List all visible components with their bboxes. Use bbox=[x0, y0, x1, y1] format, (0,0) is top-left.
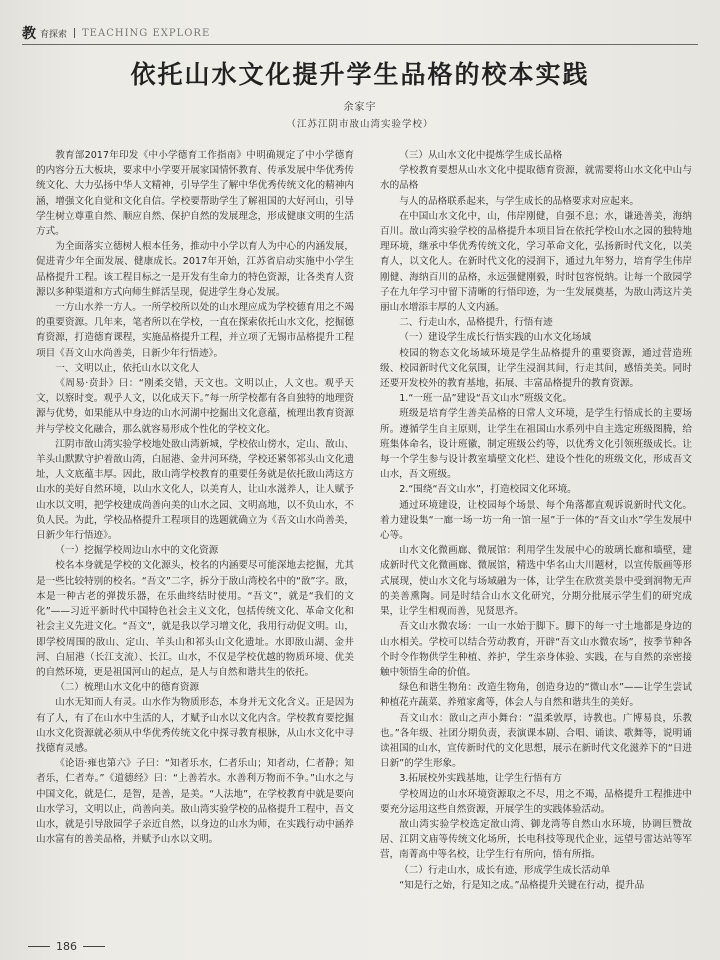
paragraph: 绿色和谐生物角：改造生物角，创造身边的“微山水”——让学生尝试种植花卉蔬菜、养殖家禽等，体会人与自然和谐共生的美好。 bbox=[380, 682, 692, 709]
journal-brand-sub: 育探索 bbox=[40, 29, 68, 40]
page-number: 186 bbox=[56, 939, 77, 953]
left-column bbox=[36, 148, 354, 938]
paragraph: 与人的品格联系起来，与学生成长的品格要求对应起来。 bbox=[399, 195, 640, 207]
footer-dash-left bbox=[28, 946, 50, 947]
journal-english-name: TEACHING EXPLORE bbox=[82, 27, 211, 39]
paragraph: 山水文化微画廊、微展馆：利用学生发展中心的玻璃长廊和墙壁，建成新时代文化微画廊、微展馆，精选中华名山大川题材，以宣传版画等形式展现，使山水文化与场域融为一体，让学生在欣赏美景中受到润物无声的美善熏陶。同是时结合山水文化研究，分期分批展示学生们的研究成果，让学生相观而善，见贤思齐。 bbox=[380, 545, 692, 618]
paragraph: 学校周边的山水环境资源取之不尽，用之不竭，品格提升工程推进中要充分运用这些自然资源，开展学生的实践体验活动。 bbox=[380, 788, 692, 815]
page-footer bbox=[28, 938, 268, 954]
section-heading: 一、文明以止，依托山水以文化人 bbox=[55, 362, 200, 374]
subsection-heading: （三）从山水文化中提炼学生成长品格 bbox=[399, 150, 563, 161]
subsection-heading: （一）挖掘学校周边山水中的文化资源 bbox=[55, 545, 219, 557]
paragraph: 为全面落实立德树人根本任务，推动中小学以育人为中心的内涵发展，促进青少年全面发展、健康成长。2017年开始，江苏省启动实施中小学生品格提升工程。该工程目标之一是开发有生命力的特色资源，让各类育人资源以多种渠道和方式向师生鲜活呈现，促进学生身心发展。 bbox=[36, 241, 354, 298]
paragraph: 学校教育要想从山水文化中提取德育资源，就需要将山水文化中山与水的品格 bbox=[380, 165, 692, 192]
paragraph: 校名本身就是学校的文化源头，校名的内涵要尽可能深地去挖掘，尤其是一些比较特别的校名。“吾文”二字，拆分于敔山湾校名中的“敔”字。敔，本是一种古老的弹拨乐器，在乐曲终结时使用。“吾文”，就是“我们的文化”——习近平新时代中国特色社会主义文化，包括传统文化、革命文化和社会主义先进文化。“吾文”，就是我以学习增文化，我用行动促文明。山，即学校周围的敔山、定山、羊头山和祁头山文化遗址。水即敔山湖、金井河、白屈港（长江支流）、长江。山水，不仅是学校优越的物质环境、优美的自然环境，更是祖国河山的起点，是人与自然和谐共生的依托。 bbox=[36, 560, 354, 678]
paragraph: 在中国山水文化中，山，伟岸刚健，自强不息；水，谦逊善美，海纳百川。敔山湾实验学校的品格提升本项目旨在依托学校山水之园的独特地理环境，继承中华优秀传统文化，学习革命文化，弘扬新时代文化，以美育人，以文化人。在新时代文化的浸润下，通过九年努力，培育学生伟岸刚健、海纳百川的品格，永远强健刚毅，时时包容悦纳。让每一个敔园学子在九年学习中留下清晰的行悟印迹，为一生发展奠基，为敔山湾这片美丽山水增添丰厚的人文内涵。 bbox=[380, 210, 692, 314]
item-heading: 2.“围绕“吾文山水”，打造校园文化环境。 bbox=[399, 484, 577, 496]
paragraph: 吾文山水：敔山之声小舞台：“温柔敦厚，诗教也。广博易良，乐教也。”各年级、社团分期负责，表演课本剧、合唱、诵读、歌舞等，说明诵读祖国的山水，宣传新时代的文化思想，展示在新时代文化滋养下的“日进日新”的学生形象。 bbox=[380, 712, 692, 770]
item-heading: 3.拓展校外实践基地，让学生行悟有方 bbox=[399, 773, 562, 785]
paragraph: “知是行之始，行是知之成。”品格提升关键在行动，提升品 bbox=[399, 879, 645, 891]
subsection-heading: （一）建设学生成长行悟实践的山水文化场域 bbox=[399, 332, 592, 344]
paragraph: 校园的物态文化场域环境是学生品格提升的重要资源，通过营造班级、校园新时代文化氛围，让学生浸润其间，行走其间，感悟美美。同时还要开发校外的教育基地，拓展、丰富品格提升的教育资源。 bbox=[380, 347, 692, 390]
header-divider bbox=[74, 28, 75, 38]
item-heading: 1.“一班一品”建设“吾文山水”班级文化。 bbox=[399, 393, 573, 405]
subsection-heading: （二）梳理山水文化中的德育资源 bbox=[55, 682, 200, 694]
paragraph: 一方山水养一方人。一所学校所以处的山水理应成为学校德育用之不竭的重要资源。几年来，笔者所以在学校，一直在探索依托山水文化，挖掘德育资源，打造德育课程，实施品格提升工程，并立项了无锡市品格提升工程项目《吾文山水尚善美，日新少年行悟迹》。 bbox=[36, 302, 354, 359]
section-heading: 二、行走山水，品格提升，行悟有迹 bbox=[399, 317, 553, 329]
right-column bbox=[380, 148, 692, 938]
journal-header bbox=[22, 22, 698, 45]
footer-dash-right bbox=[83, 946, 105, 947]
paragraph: 江阴市敔山湾实验学校地处敔山湾新城，学校依山傍水，定山、敔山、羊头山默默守护着敔山湾，白屈港、金井河环绕，学校还紧邻祁头山文化遗址，人文底蕴丰厚。因此，敔山湾学校教育的重要任务就是依托敔山湾这方山水的美好自然环境，以山水文化人，以美育人，让山水滋养人，让人赋予山水以文明，把学校建成尚善向美的山水之园、文明高地，以不负山水，不负人民。为此，学校品格提升工程项目的选题就确立为《吾文山水尚善美，日新少年行悟迹》。 bbox=[36, 438, 354, 542]
paragraph: 教育部2017年印发《中小学德育工作指南》中明确规定了中小学德育的内容分五大板块，要求中小学要开展家国情怀教育、传承发展中华优秀传统文化、大力弘扬中华人文精神，引导学生了解中华优秀传统文化的精神内涵，增强文化自觉和文化自信。学校要帮助学生了解祖国的大好河山，引导学生树立尊重自然、顺应自然、保护自然的发展理念，形成健康文明的生活方式。 bbox=[36, 150, 354, 238]
journal-brand: 教 bbox=[22, 26, 36, 42]
paragraph: 《周易·贲卦》曰：“刚柔交错，天文也。文明以止，人文也。观乎天文，以察时变。观乎人文，以化成天下。”每一所学校都有各自独特的地理资源与优势，如果能从中身边的山水河湖中挖掘出文化意蕴，梳理出教育资源并与学校文化融合，那么就容易形成个性化的学校文化。 bbox=[36, 378, 354, 435]
author-affiliation: （江苏江阴市敔山湾实验学校） bbox=[286, 119, 434, 130]
subsection-heading: （二）行走山水，成长有迹，形成学生成长活动单 bbox=[399, 864, 611, 876]
paragraph: 敔山湾实验学校选定敔山湾、御龙湾等自然山水环境，协调巨赞故居、江阴文庙等传统文化场所，长电科技等现代企业，远望号雷达站等军营，南菁高中等名校，让学生行有所向，悟有所指。 bbox=[380, 818, 692, 861]
paragraph: 山水无知而人有灵。山水作为物质形态，本身并无文化含义。正是因为有了人，有了在山水中生活的人，才赋予山水以文化内含。学校教育要挖掘山水文化资源就必须从中华优秀传统文化中探寻教育根脉，从山水文化中寻找德育灵感。 bbox=[36, 697, 354, 754]
paragraph: 《论语·雍也第六》子曰：“知者乐水，仁者乐山；知者动，仁者静；知者乐，仁者寿。”《道德经》曰：“上善若水。水善利万物而不争。”山水之与中国文化，就是仁，是智，是善，是美。“人法地”，在学校教育中就是要向山水学习，文明以止，尚善向美。敔山湾实验学校的品格提升工程中，吾文山水，就是引导敔园学子亲近自然，以身边的山水为师，在实践行动中涵养山水富有的善美品格，并赋予山水以文明。 bbox=[36, 758, 354, 846]
article-author: 余家宇 bbox=[343, 102, 377, 113]
paragraph: 通过环境建设，让校园每个场景、每个角落都直观诉说新时代文化。着力建设集“一廊一场一坊一角一馆一屋”于一体的“吾文山水”学生发展中心等。 bbox=[380, 499, 692, 542]
paragraph: 吾文山水微农场：一山一水始于脚下。脚下的每一寸土地都是身边的山水相关。学校可以结合劳动教育，开辟“吾文山水微农场”，按季节种各个时令作物供学生种植、养护，学生亲身体验、实践，在与自然的亲密接触中领悟生命的价值。 bbox=[380, 621, 692, 678]
article-title: 依托山水文化提升学生品格的校本实践 bbox=[130, 60, 590, 89]
paragraph: 班级是培育学生善美品格的日常人文环境，是学生行悟成长的主要场所。遵循学生自主原则，让学生在祖国山水系列中自主选定班级图腾，给班集体命名，设计班徽，制定班级公约等，以优秀文化引领班级成长。让每一个学生参与设计教室墙壁文化栏、建设个性化的班级文化，形成吾文山水，吾文班级。 bbox=[380, 408, 692, 481]
